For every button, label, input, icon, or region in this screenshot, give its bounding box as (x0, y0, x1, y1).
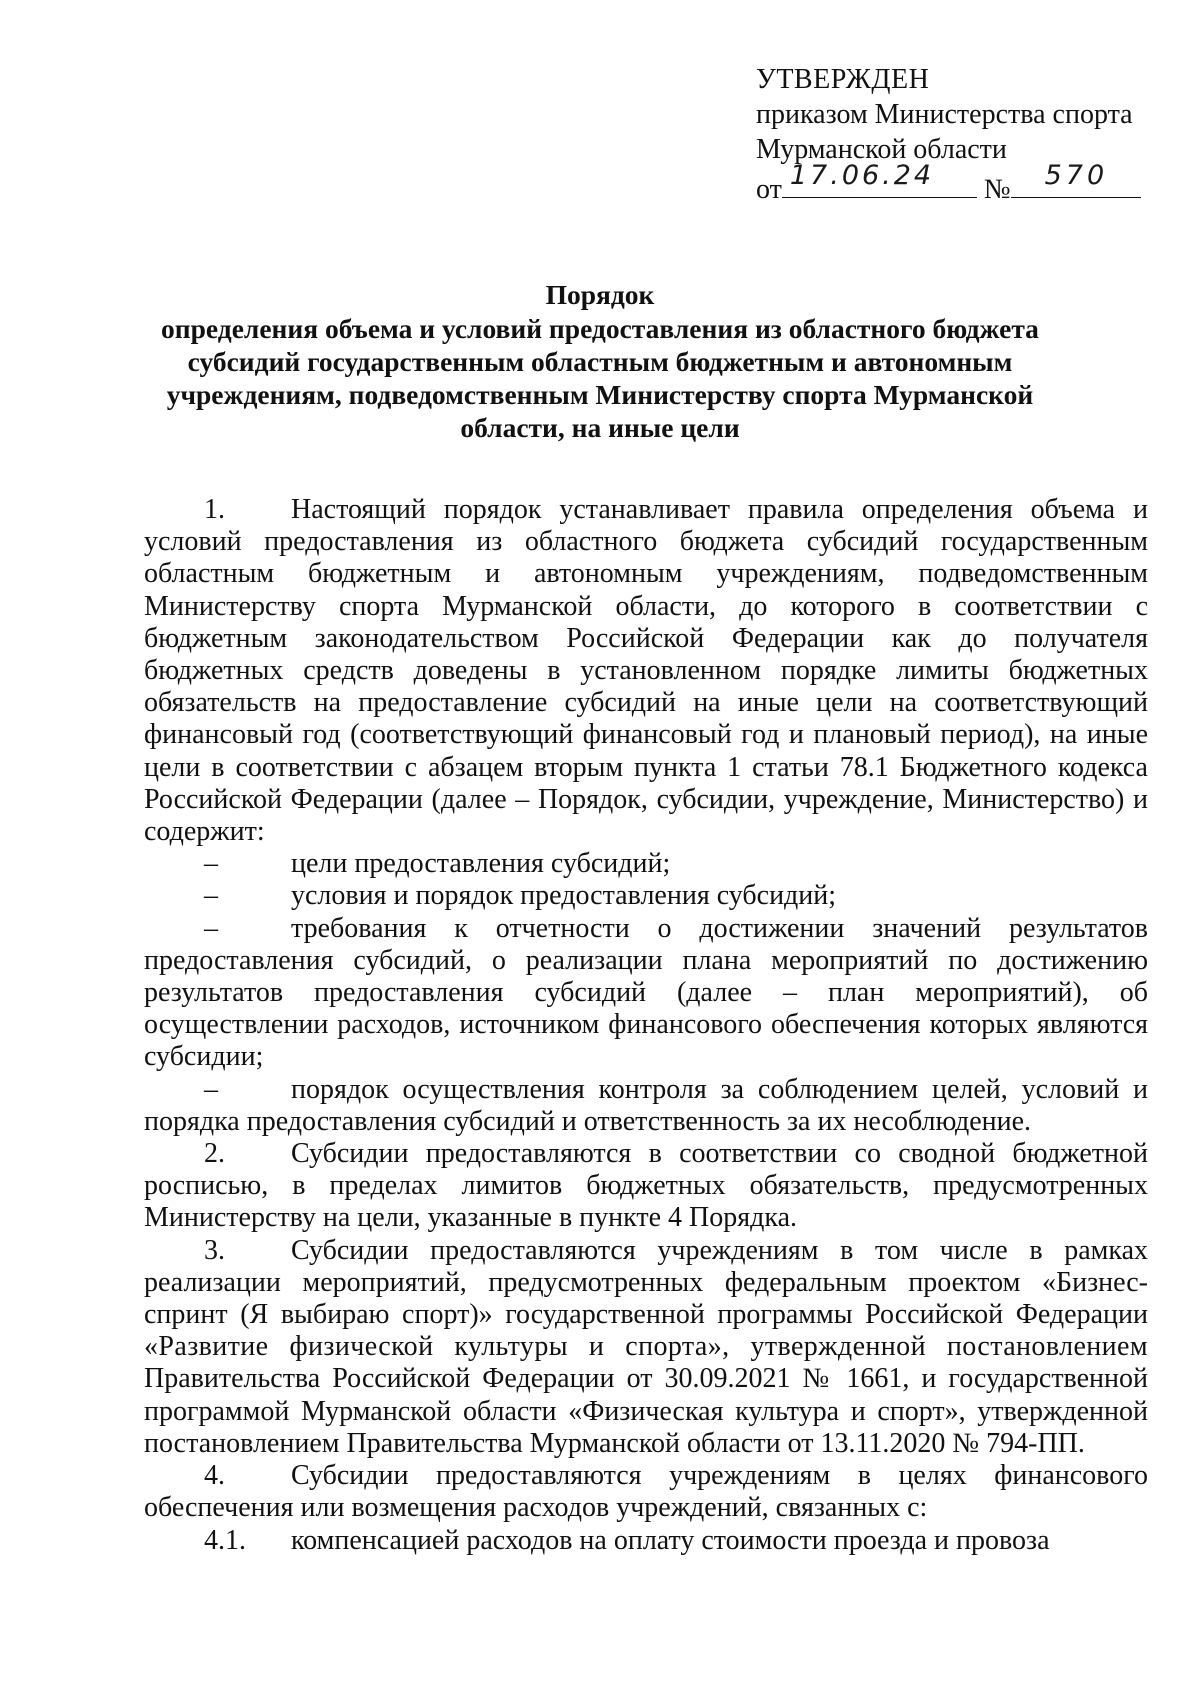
approval-date-row (756, 160, 1156, 207)
document-heading (150, 278, 1050, 444)
number-sign: № (983, 174, 1011, 205)
handwritten-number: 570 (1044, 160, 1109, 191)
paragraph-1 (144, 494, 1148, 848)
date-field (782, 160, 977, 198)
date-prefix: от (756, 174, 782, 205)
paragraph-3 (144, 1235, 1148, 1460)
paragraph-4-1 (144, 1525, 1148, 1557)
paragraph-4-text: Субсидии предоставляются учреждениям в целях финансового обеспечения или возмещения расходов учреждений, связанных с: (144, 1460, 1148, 1524)
approval-line-1: приказом Министерства спорта (756, 99, 1133, 130)
paragraph-4 (144, 1460, 1148, 1524)
list-item (144, 913, 1148, 1074)
heading-subtitle: определения объема и условий предоставления из областного бюджета субсидий государственным областным бюджетным и автономным учреждениям, подведомственным Министерству спорта Мурманской области, на иные цели (161, 313, 1039, 443)
dash-marker: – (204, 880, 218, 912)
dash-marker: – (204, 912, 218, 944)
list-item-text: цели предоставления субсидий; (291, 848, 671, 880)
paragraph-2 (144, 1138, 1148, 1235)
list-item (144, 880, 1148, 912)
paragraph-2-text: Субсидии предоставляются в соответствии со сводной бюджетной росписью, в пределах лимитов бюджетных обязательств, предусмотренных Министерству на цели, указанные в пункте 4 Порядка. (144, 1138, 1148, 1234)
list-item (144, 1074, 1148, 1138)
list-item (144, 848, 1148, 880)
paragraph-2-number: 2. (204, 1138, 225, 1170)
paragraph-3-text-a: Субсидии предоставляются учреждениям в том числе в рамках реализации мероприятий, предусмотренных федеральным проектом «Бизнес-спринт (Я выбираю спорт)» государственной программы Российской Федерации (144, 1234, 1148, 1331)
number-field (1011, 160, 1141, 198)
paragraph-3-text-b: «Развитие физической культуры и спорта», утвержденной постановлением (144, 1331, 1148, 1363)
paragraph-4-1-text: компенсацией расходов на оплату стоимости проезда и провоза (291, 1524, 1050, 1556)
list-item-text: порядок осуществления контроля за соблюдением целей, условий и порядка предоставления субсидий и ответственность за их несоблюдение. (144, 1073, 1148, 1137)
paragraph-3-number: 3. (204, 1234, 225, 1266)
approval-line-2: Мурманской области (756, 134, 1007, 165)
approval-title: УТВЕРЖДЕН (756, 64, 930, 95)
heading-title: Порядок (545, 279, 655, 310)
paragraph-4-number: 4. (204, 1460, 225, 1492)
paragraph-1-text: Настоящий порядок устанавливает правила определения объема и условий предоставления из областного бюджета субсидий государственным областным бюджетным и автономным учреждениям, подведомственным Министерству спорта Мурманской области, до которого в соответствии с бюджетным законодательством Российской Федерации как до получателя бюджетных средств доведены в установленном порядке лимиты бюджетных обязательств на предоставление субсидий на иные цели на соответствующий финансовый год (соответствующий финансовый год и плановый период), на иные цели в соответствии с абзацем вторым пункта 1 статьи 78.1 Бюджетного кодекса Российской Федерации (далее – Порядок, субсидии, учреждение, Министерство) и содержит: (144, 494, 1148, 848)
paragraph-4-1-number: 4.1. (204, 1524, 246, 1556)
dash-marker: – (204, 1073, 218, 1105)
paragraph-1-number: 1. (204, 494, 225, 525)
paragraph-3-text-c: Правительства Российской Федерации от 30.09.2021 № 1661, и государственной программой Мурманской области «Физическая культура и спорт», утвержденной постановлением Правительства Мурманской области от 13.11.2020 № 794-ПП. (144, 1363, 1148, 1459)
list-item-text: требования к отчетности о достижении значений результатов предоставления субсидий, о реализации плана мероприятий по достижению результатов предоставления субсидий (далее – план мероприятий), об осуществлении расходов, источником финансового обеспечения которых являются субсидии; (144, 912, 1148, 1073)
list-item-text: условия и порядок предоставления субсидий; (291, 880, 837, 912)
dash-marker: – (204, 848, 218, 880)
approval-block (756, 62, 1156, 207)
document-body (144, 494, 1148, 1557)
handwritten-date: 17.06.24 (789, 160, 935, 191)
